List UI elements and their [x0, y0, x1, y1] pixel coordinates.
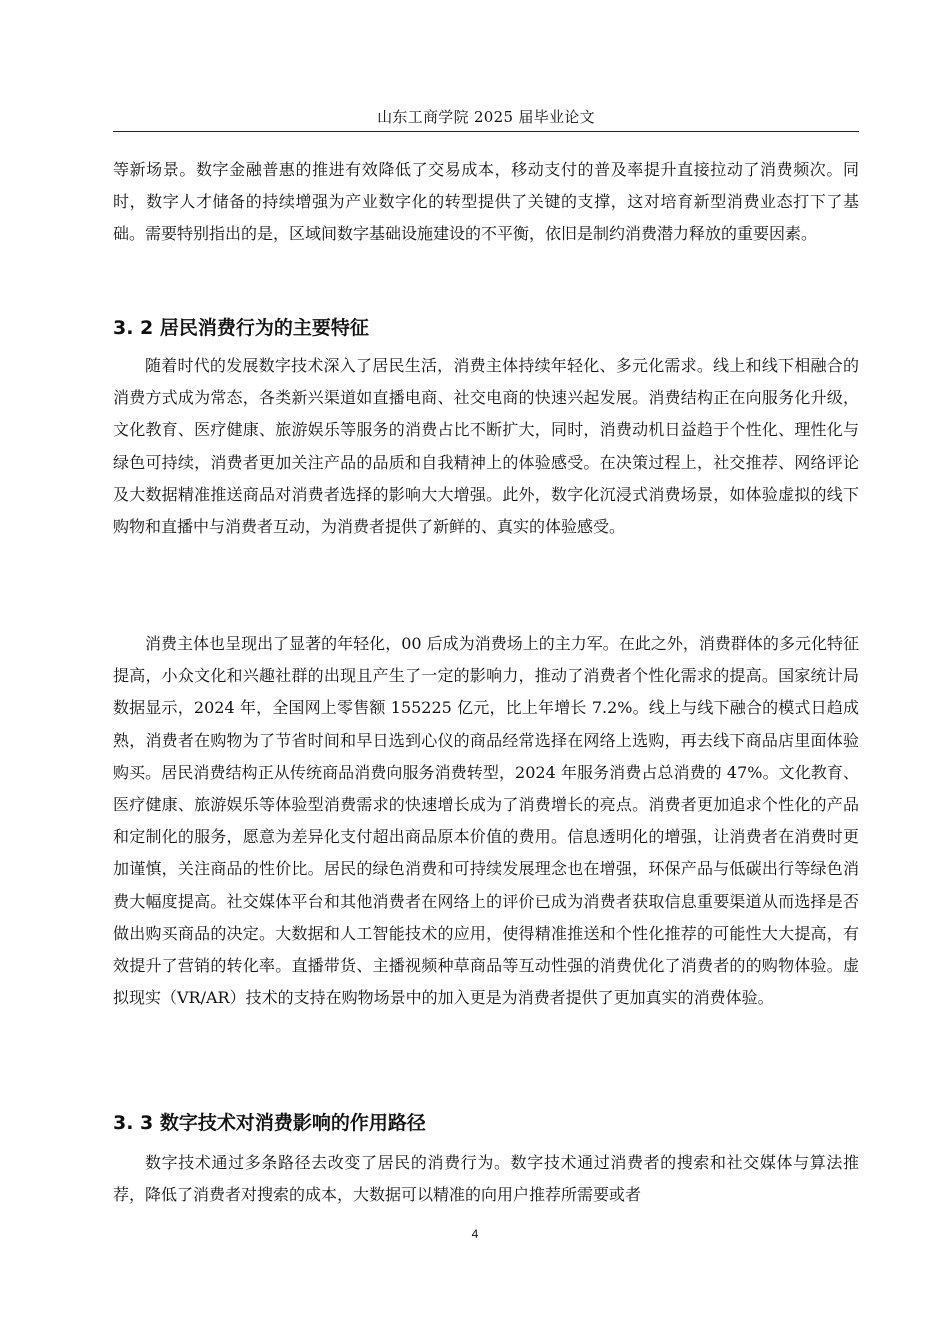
paragraph-3-2-1: 随着时代的发展数字技术深入了居民生活，消费主体持续年轻化、多元化需求。线上和线下相融合的消费方式成为常态，各类新兴渠道如直播电商、社交电商的快速兴起发展。消费结构正在向服务化升级，文化教育、医疗健康、旅游娱乐等服务的消费占比不断扩大，同时，消费动机日益趋于个性化、理性化与绿色可持续，消费者更加关注产品的品质和自我精神上的体验感受。在决策过程上，社交推荐、网络评论及大数据精准推送商品对消费者选择的影响大大增强。此外，数字化沉浸式消费场景，如体验虚拟的线下购物和直播中与消费者互动，为消费者提供了新鲜的、真实的体验感受。 [113, 356, 859, 537]
header-divider [113, 131, 859, 132]
paragraph-continued: 等新场景。数字金融普惠的推进有效降低了交易成本，移动支付的普及率提升直接拉动了消费频次。同时，数字人才储备的持续增强为产业数字化的转型提供了关键的支撑，这对培育新型消费业态打下了基础。需要特别指出的是，区域间数字基础设施建设的不平衡，依旧是制约消费潜力释放的重要因素。 [113, 160, 859, 244]
paragraph-3-3-1: 数字技术通过多条路径去改变了居民的消费行为。数字技术通过消费者的搜索和社交媒体与算法推荐，降低了消费者对搜索的成本，大数据可以精准的向用户推荐所需要或者 [113, 1153, 859, 1205]
page-number: 4 [471, 1227, 479, 1241]
running-header: 山东工商学院 2025 届毕业论文 [377, 108, 595, 126]
section-heading-3-2: 3. 2 居民消费行为的主要特征 [113, 317, 369, 339]
paragraph-3-2-2: 消费主体也呈现出了显著的年轻化，00 后成为消费场上的主力军。在此之外，消费群体的多元化特征提高，小众文化和兴趣社群的出现且产生了一定的影响力，推动了消费者个性化需求的提高。国家统计局数据显示，2024 年，全国网上零售额 155225 亿元，比上年增长 7.2%。线上与线下融合的模式日趋成熟，消费者在购物为了节省时间和早日选到心仪的商品经常选择在网络上选购，再去线下商品店里面体验购买。居民消费结构正从传统商品消费向服务消费转型，2024 年服务消费占总消费的 47%。文化教育、医疗健康、旅游娱乐等体验型消费需求的快速增长成为了消费增长的亮点。消费者更加追求个性化的产品和定制化的服务，愿意为差异化支付超出商品原本价值的费用。信息透明化的增强，让消费者在消费时更加谨慎，关注商品的性价比。居民的绿色消费和可持续发展理念也在增强，环保产品与低碳出行等绿色消费大幅度提高。社交媒体平台和其他消费者在网络上的评价已成为消费者获取信息重要渠道从而选择是否做出购买商品的决定。大数据和人工智能技术的应用，使得精准推送和个性化推荐的可能性大大提高，有效提升了营销的转化率。直播带货、主播视频种草商品等互动性强的消费优化了消费者的的购物体验。虚拟现实（VR/AR）技术的支持在购物场景中的加入更是为消费者提供了更加真实的消费体验。 [113, 634, 859, 1008]
section-heading-3-3: 3. 3 数字技术对消费影响的作用路径 [113, 1112, 426, 1134]
